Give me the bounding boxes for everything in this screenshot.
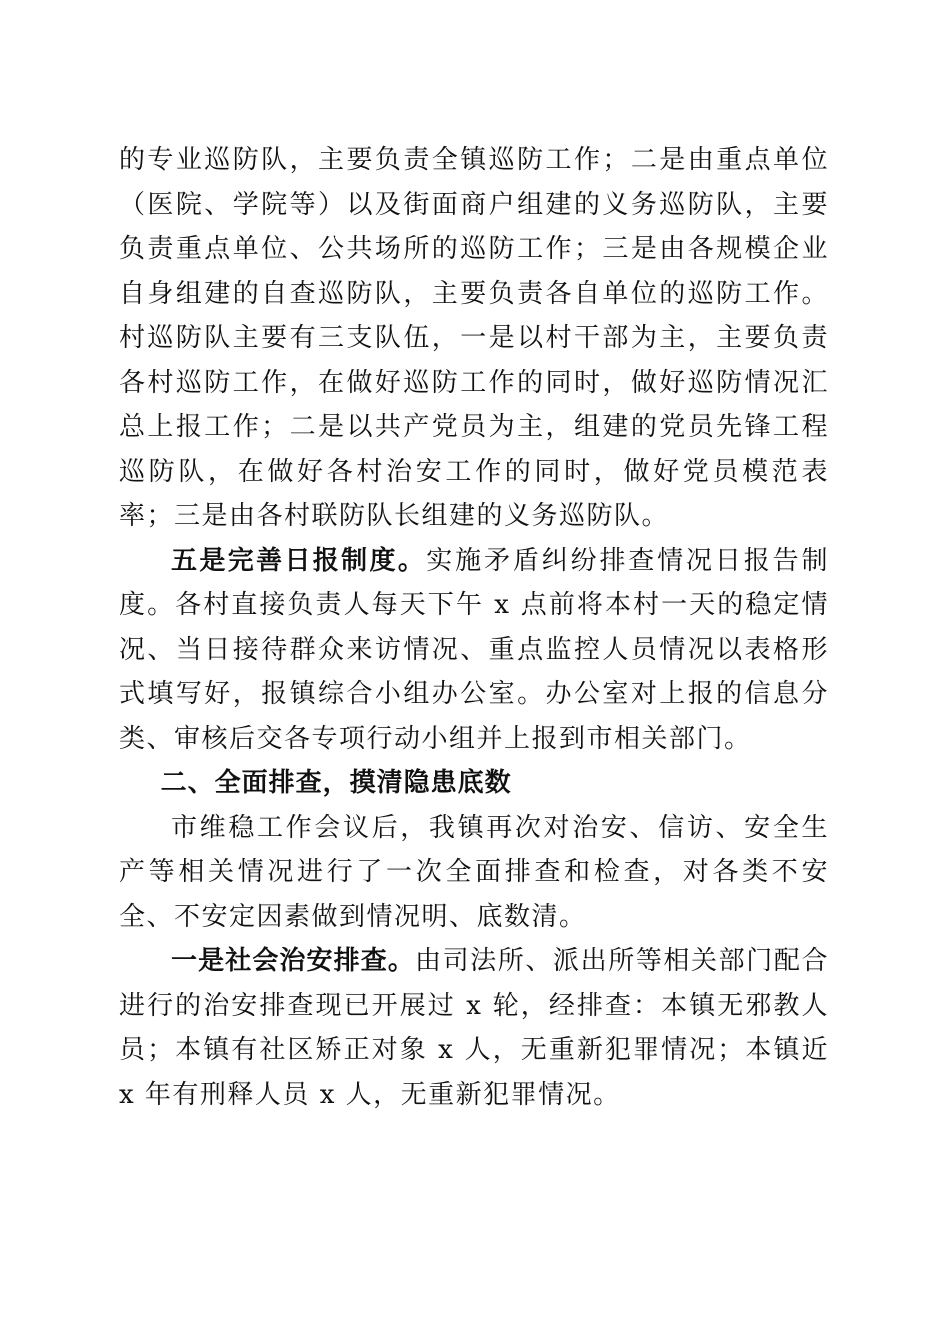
paragraph-public-security [119, 939, 829, 1117]
paragraph-public-security-body: 由司法所、派出所等相关部门配合进行的治安排查现已开展过 x 轮，经排查：本镇无邪教人员；本镇有社区矫正对象 x 人，无重新犯罪情况；本镇近 x 年有刑释人员 x 人，无重新犯罪情况。 [119, 946, 829, 1110]
paragraph-daily-report [119, 539, 829, 762]
paragraph-patrol-teams: 的专业巡防队，主要负责全镇巡防工作；二是由重点单位（医院、学院等）以及街面商户组建的义务巡防队，主要负责重点单位、公共场所的巡防工作；三是由各规模企业自身组建的自查巡防队，主要负责各自单位的巡防工作。村巡防队主要有三支队伍，一是以村干部为主，主要负责各村巡防工作，在做好巡防工作的同时，做好巡防情况汇总上报工作；二是以共产党员为主，组建的党员先锋工程巡防队，在做好各村治安工作的同时，做好党员模范表率；三是由各村联防队长组建的义务巡防队。 [119, 145, 829, 531]
paragraph-public-security-lead: 一是社会治安排查。 [171, 946, 415, 976]
paragraph-investigation-intro: 市维稳工作会议后，我镇再次对治安、信访、安全生产等相关情况进行了一次全面排查和检查，对各类不安全、不安定因素做到情况明、底数清。 [119, 812, 829, 932]
paragraph-daily-report-body: 实施矛盾纠纷排查情况日报告制度。各村直接负责人每天下午 x 点前将本村一天的稳定情况、当日接待群众来访情况、重点监控人员情况以表格形式填写好，报镇综合小组办公室。办公室对上报的信息分类、审核后交各专项行动小组并上报到市相关部门。 [119, 545, 829, 754]
paragraph-daily-report-lead: 五是完善日报制度。 [171, 545, 427, 576]
section-heading-2: 二、全面排查，摸清隐患底数 [160, 768, 512, 798]
document-body [119, 138, 829, 1117]
